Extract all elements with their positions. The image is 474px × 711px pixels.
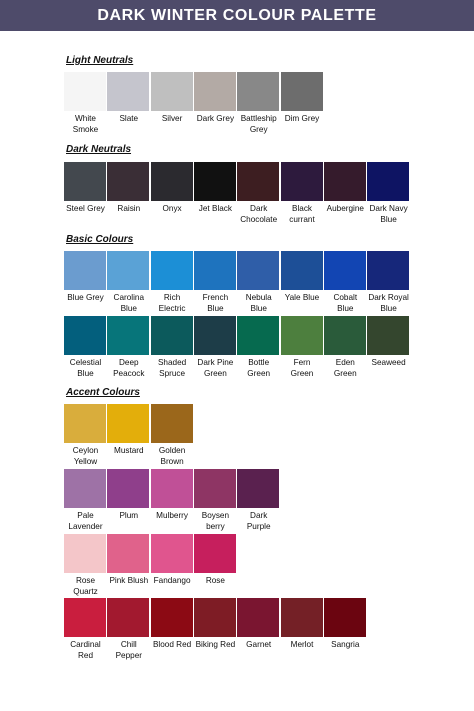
swatch-label: Cardinal Red bbox=[70, 640, 101, 660]
color-chip bbox=[194, 316, 236, 355]
swatch-steel-grey bbox=[64, 162, 107, 242]
color-chip bbox=[64, 316, 106, 355]
swatch-label: Fandango bbox=[153, 576, 191, 585]
color-chip bbox=[64, 72, 106, 111]
swatch-label: Dark Navy Blue bbox=[369, 204, 408, 224]
color-chip bbox=[194, 162, 236, 201]
color-chip bbox=[367, 162, 409, 201]
swatch-label: Rose bbox=[205, 576, 225, 585]
swatch-label: Pale Lavender bbox=[68, 511, 103, 531]
swatch-label: Mulberry bbox=[156, 511, 189, 520]
swatch-white-smoke bbox=[64, 72, 107, 152]
swatch-label: Eden Green bbox=[333, 358, 357, 378]
color-chip bbox=[237, 316, 279, 355]
swatch-fern-green bbox=[281, 316, 324, 396]
swatch-label: Plum bbox=[119, 511, 139, 520]
color-chip bbox=[194, 72, 236, 111]
color-chip bbox=[324, 316, 366, 355]
color-chip bbox=[107, 534, 149, 573]
swatch-label: Dim Grey bbox=[284, 114, 320, 123]
color-chip bbox=[237, 598, 279, 637]
swatch-label: Black currant bbox=[289, 204, 315, 224]
swatch-raisin bbox=[107, 162, 150, 242]
color-chip bbox=[151, 534, 193, 573]
swatch-silver bbox=[151, 72, 194, 152]
color-chip bbox=[151, 469, 193, 508]
swatch-shaded-spruce bbox=[151, 316, 194, 396]
swatch-battleship-grey bbox=[237, 72, 280, 152]
color-chip bbox=[324, 162, 366, 201]
page-header bbox=[0, 0, 474, 31]
swatch-label: Fern Green bbox=[290, 358, 314, 378]
swatch-merlot bbox=[281, 598, 324, 678]
color-chip bbox=[151, 316, 193, 355]
swatch-onyx bbox=[151, 162, 194, 242]
color-chip bbox=[107, 251, 149, 290]
color-chip bbox=[64, 251, 106, 290]
swatch-label: Rose Quartz bbox=[73, 576, 98, 596]
swatch-label: Seaweed bbox=[371, 358, 406, 367]
color-chip bbox=[107, 598, 149, 637]
swatch-dark-navy-blue bbox=[367, 162, 410, 242]
color-chip bbox=[151, 162, 193, 201]
swatch-label: Dark Chocolate bbox=[240, 204, 278, 224]
color-chip bbox=[194, 534, 236, 573]
color-chip bbox=[151, 72, 193, 111]
color-chip bbox=[281, 598, 323, 637]
swatch-label: Golden Brown bbox=[158, 446, 186, 466]
color-chip bbox=[107, 72, 149, 111]
swatch-label: Deep Peacock bbox=[113, 358, 145, 378]
swatch-label: Blood Red bbox=[152, 640, 192, 649]
color-chip bbox=[64, 469, 106, 508]
swatch-label: Garnet bbox=[246, 640, 272, 649]
swatch-bottle-green bbox=[237, 316, 280, 396]
swatch-label: Raisin bbox=[117, 204, 141, 213]
swatch-sangria bbox=[324, 598, 367, 678]
swatch-label: Dark Royal Blue bbox=[368, 293, 409, 313]
color-chip bbox=[64, 404, 106, 443]
swatch-label: Blue Grey bbox=[67, 293, 104, 302]
swatch-label: Boysen berry bbox=[201, 511, 230, 531]
swatch-label: Pink Blush bbox=[109, 576, 149, 585]
swatch-label: French Blue bbox=[202, 293, 229, 313]
color-chip bbox=[237, 251, 279, 290]
swatch-jet-black bbox=[194, 162, 237, 242]
color-chip bbox=[151, 404, 193, 443]
color-chip bbox=[194, 598, 236, 637]
swatch-label: Yale Blue bbox=[284, 293, 320, 302]
swatch-label: Merlot bbox=[290, 640, 314, 649]
page-title: DARK WINTER COLOUR PALETTE bbox=[97, 6, 377, 24]
swatch-label: Jet Black bbox=[198, 204, 232, 213]
swatch-label: Shaded Spruce bbox=[157, 358, 187, 378]
section-title-accent-colours: Accent Colours bbox=[66, 387, 140, 398]
swatch-label: Mustard bbox=[114, 446, 144, 455]
color-chip bbox=[64, 598, 106, 637]
swatch-label: Dark Purple bbox=[246, 511, 271, 531]
swatch-dark-chocolate bbox=[237, 162, 280, 242]
swatch-label: Battleship Grey bbox=[240, 114, 277, 134]
swatch-label: Sangria bbox=[331, 640, 360, 649]
color-chip bbox=[107, 469, 149, 508]
color-chip bbox=[237, 162, 279, 201]
color-chip bbox=[281, 162, 323, 201]
color-chip bbox=[237, 469, 279, 508]
section-title-light-neutrals: Light Neutrals bbox=[66, 55, 134, 66]
swatch-label: Dark Pine Green bbox=[197, 358, 234, 378]
color-chip bbox=[237, 72, 279, 111]
swatch-seaweed bbox=[367, 316, 410, 396]
swatch-label: Onyx bbox=[162, 204, 182, 213]
swatch-label: White Smoke bbox=[72, 114, 99, 134]
swatch-label: Silver bbox=[161, 114, 183, 123]
swatch-label: Celestial Blue bbox=[69, 358, 102, 378]
swatch-label: Nebula Blue bbox=[245, 293, 272, 313]
color-chip bbox=[324, 251, 366, 290]
color-chip bbox=[281, 72, 323, 111]
swatch-label: Ceylon Yellow bbox=[72, 446, 99, 466]
swatch-label: Rich Electric bbox=[158, 293, 186, 313]
swatch-deep-peacock bbox=[107, 316, 150, 396]
color-chip bbox=[281, 316, 323, 355]
color-chip bbox=[324, 598, 366, 637]
swatch-label: Slate bbox=[119, 114, 139, 123]
swatch-dark-purple bbox=[237, 469, 280, 549]
swatch-label: Dark Grey bbox=[196, 114, 235, 123]
swatch-garnet bbox=[237, 598, 280, 678]
swatch-label: Aubergine bbox=[326, 204, 364, 213]
color-chip bbox=[367, 251, 409, 290]
color-chip bbox=[107, 404, 149, 443]
color-chip bbox=[107, 162, 149, 201]
color-chip bbox=[194, 469, 236, 508]
swatch-slate bbox=[107, 72, 150, 152]
swatch-label: Carolina Blue bbox=[113, 293, 145, 313]
section-title-basic-colours: Basic Colours bbox=[66, 234, 134, 245]
color-chip bbox=[194, 251, 236, 290]
swatch-biking-red bbox=[194, 598, 237, 678]
color-chip bbox=[281, 251, 323, 290]
swatch-aubergine bbox=[324, 162, 367, 242]
swatch-blood-red bbox=[151, 598, 194, 678]
color-chip bbox=[151, 598, 193, 637]
color-chip bbox=[151, 251, 193, 290]
swatch-cardinal-red bbox=[64, 598, 107, 678]
swatch-label: Steel Grey bbox=[66, 204, 105, 213]
color-chip bbox=[64, 162, 106, 201]
color-chip bbox=[64, 534, 106, 573]
swatch-black-currant bbox=[281, 162, 324, 242]
swatch-label: Bottle Green bbox=[247, 358, 271, 378]
swatch-dark-pine-green bbox=[194, 316, 237, 396]
swatch-eden-green bbox=[324, 316, 367, 396]
section-title-dark-neutrals: Dark Neutrals bbox=[66, 144, 132, 155]
color-chip bbox=[107, 316, 149, 355]
swatch-label: Chill Pepper bbox=[115, 640, 142, 660]
color-chip bbox=[367, 316, 409, 355]
swatch-dark-grey bbox=[194, 72, 237, 152]
swatch-celestial-blue bbox=[64, 316, 107, 396]
swatch-label: Biking Red bbox=[195, 640, 236, 649]
swatch-label: Cobalt Blue bbox=[333, 293, 358, 313]
swatch-chill-pepper bbox=[107, 598, 150, 678]
swatch-dim-grey bbox=[281, 72, 324, 152]
